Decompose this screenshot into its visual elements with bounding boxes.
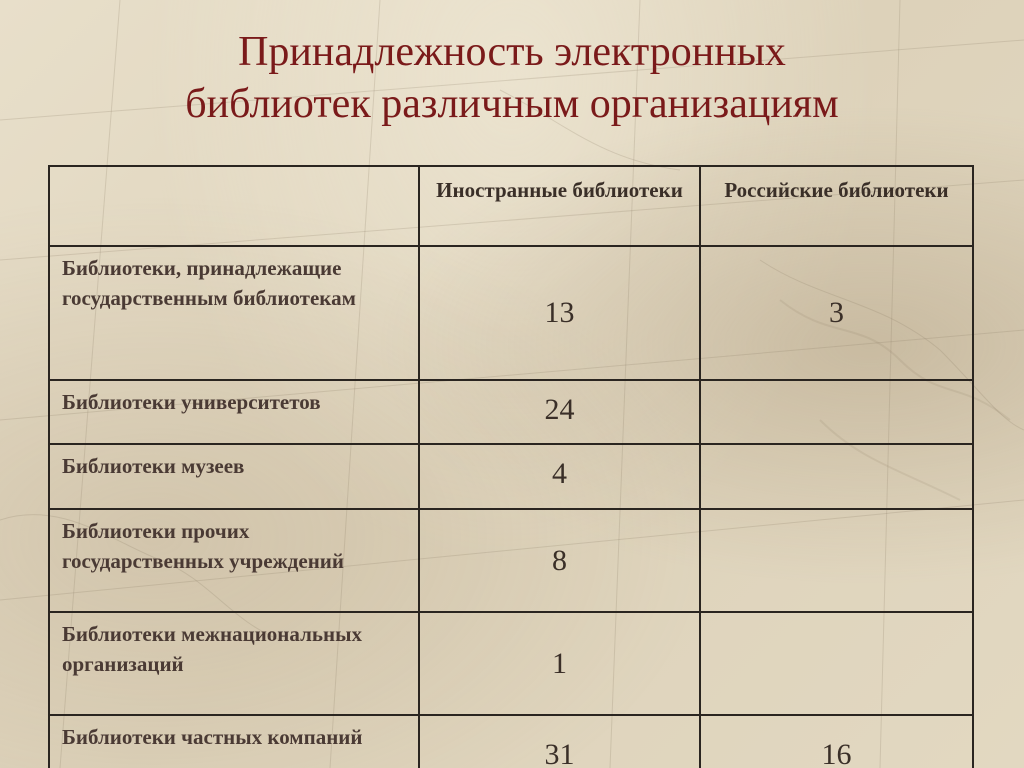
russian-count: 16 (700, 715, 973, 768)
foreign-count: 8 (419, 509, 700, 612)
title-line-2: библиотек различным организациям (185, 81, 839, 127)
foreign-count: 4 (419, 444, 700, 509)
foreign-count: 31 (419, 715, 700, 768)
row-label: Библиотеки, принадлежащие государственным библиотекам (49, 246, 419, 380)
table-row (49, 380, 973, 444)
table-row (49, 444, 973, 509)
foreign-count: 13 (419, 246, 700, 380)
header-cell-russian: Российские библиотеки (700, 166, 973, 246)
foreign-count: 1 (419, 612, 700, 715)
title-line-1: Принадлежность электронных (238, 29, 786, 75)
table-row (49, 509, 973, 612)
russian-count (700, 380, 973, 444)
libraries-table (48, 165, 974, 768)
slide-title (0, 26, 1024, 130)
foreign-count: 24 (419, 380, 700, 444)
russian-count (700, 612, 973, 715)
table-row (49, 246, 973, 380)
header-cell-empty (49, 166, 419, 246)
row-label: Библиотеки межнациональных организаций (49, 612, 419, 715)
table-row (49, 612, 973, 715)
row-label: Библиотеки частных компаний (49, 715, 419, 768)
row-label: Библиотеки университетов (49, 380, 419, 444)
table-header-row (49, 166, 973, 246)
russian-count: 3 (700, 246, 973, 380)
row-label: Библиотеки прочих государственных учреждений (49, 509, 419, 612)
russian-count (700, 509, 973, 612)
header-cell-foreign: Иностранные библиотеки (419, 166, 700, 246)
russian-count (700, 444, 973, 509)
table-row (49, 715, 973, 768)
row-label: Библиотеки музеев (49, 444, 419, 509)
